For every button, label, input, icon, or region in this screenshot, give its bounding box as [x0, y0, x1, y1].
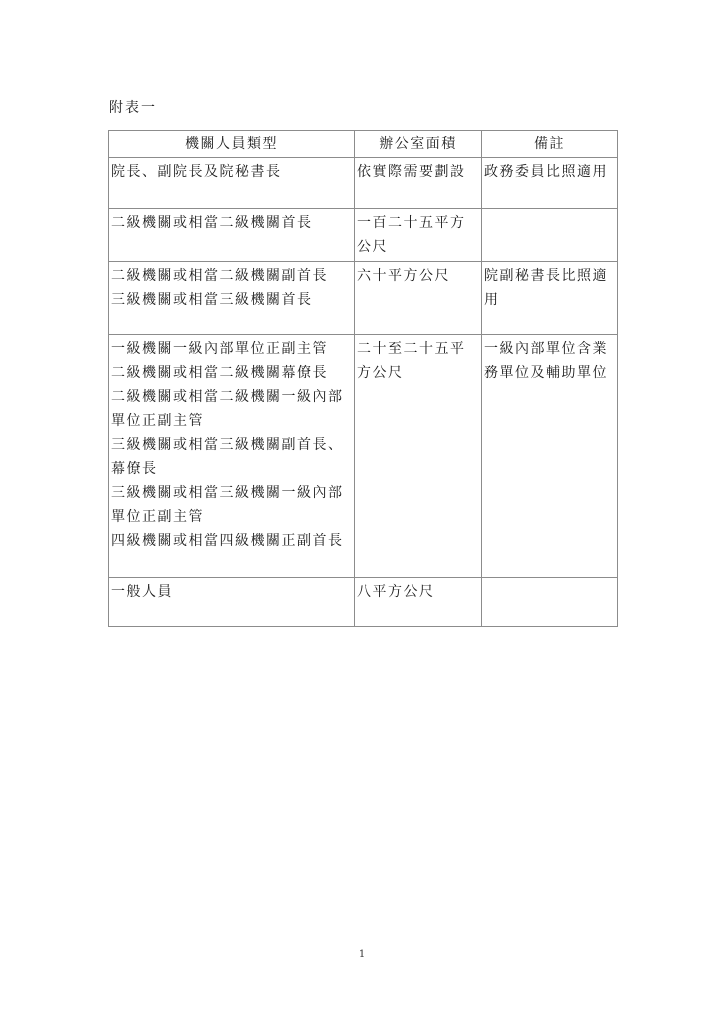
remarks-cell: 政務委員比照適用 — [482, 158, 618, 209]
annex-caption: 附表一 — [109, 100, 157, 116]
column-header-remarks: 備註 — [482, 131, 618, 158]
personnel-type-cell — [109, 209, 355, 262]
office-area-cell: 六十平方公尺 — [355, 262, 482, 335]
table-header-row — [109, 131, 618, 158]
personnel-type-line: 二級機關或相當二級機關一級內部單位正副主管 — [111, 389, 344, 429]
table-row — [109, 578, 618, 627]
remarks-cell — [482, 578, 618, 627]
remarks-cell — [482, 209, 618, 262]
personnel-type-line: 一般人員 — [111, 584, 173, 600]
personnel-type-line: 三級機關或相當三級機關副首長、幕僚長 — [111, 437, 344, 477]
personnel-type-line: 二級機關或相當二級機關幕僚長 — [111, 365, 328, 381]
personnel-type-cell — [109, 578, 355, 627]
personnel-type-line: 三級機關或相當三級機關首長 — [111, 292, 313, 308]
column-header-personnel-type: 機關人員類型 — [109, 131, 355, 158]
personnel-type-line: 三級機關或相當三級機關一級內部單位正副主管 — [111, 485, 344, 525]
table-row — [109, 335, 618, 578]
personnel-type-line: 院長、副院長及院秘書長 — [111, 164, 282, 180]
personnel-type-line: 四級機關或相當四級機關正副首長 — [111, 533, 344, 549]
office-area-table — [108, 130, 618, 627]
column-header-office-area: 辦公室面積 — [355, 131, 482, 158]
office-area-cell: 二十至二十五平方公尺 — [355, 335, 482, 578]
remarks-cell: 一級內部單位含業務單位及輔助單位 — [482, 335, 618, 578]
personnel-type-cell — [109, 335, 355, 578]
office-area-cell: 依實際需要劃設 — [355, 158, 482, 209]
table-row — [109, 209, 618, 262]
personnel-type-line: 一級機關一級內部單位正副主管 — [111, 341, 328, 357]
office-area-cell: 一百二十五平方公尺 — [355, 209, 482, 262]
personnel-type-cell — [109, 262, 355, 335]
remarks-cell: 院副秘書長比照適用 — [482, 262, 618, 335]
personnel-type-line: 二級機關或相當二級機關副首長 — [111, 268, 328, 284]
table-row — [109, 262, 618, 335]
table-row — [109, 158, 618, 209]
personnel-type-line: 二級機關或相當二級機關首長 — [111, 215, 313, 231]
page-number: 1 — [358, 949, 366, 960]
personnel-type-cell — [109, 158, 355, 209]
office-area-cell: 八平方公尺 — [355, 578, 482, 627]
